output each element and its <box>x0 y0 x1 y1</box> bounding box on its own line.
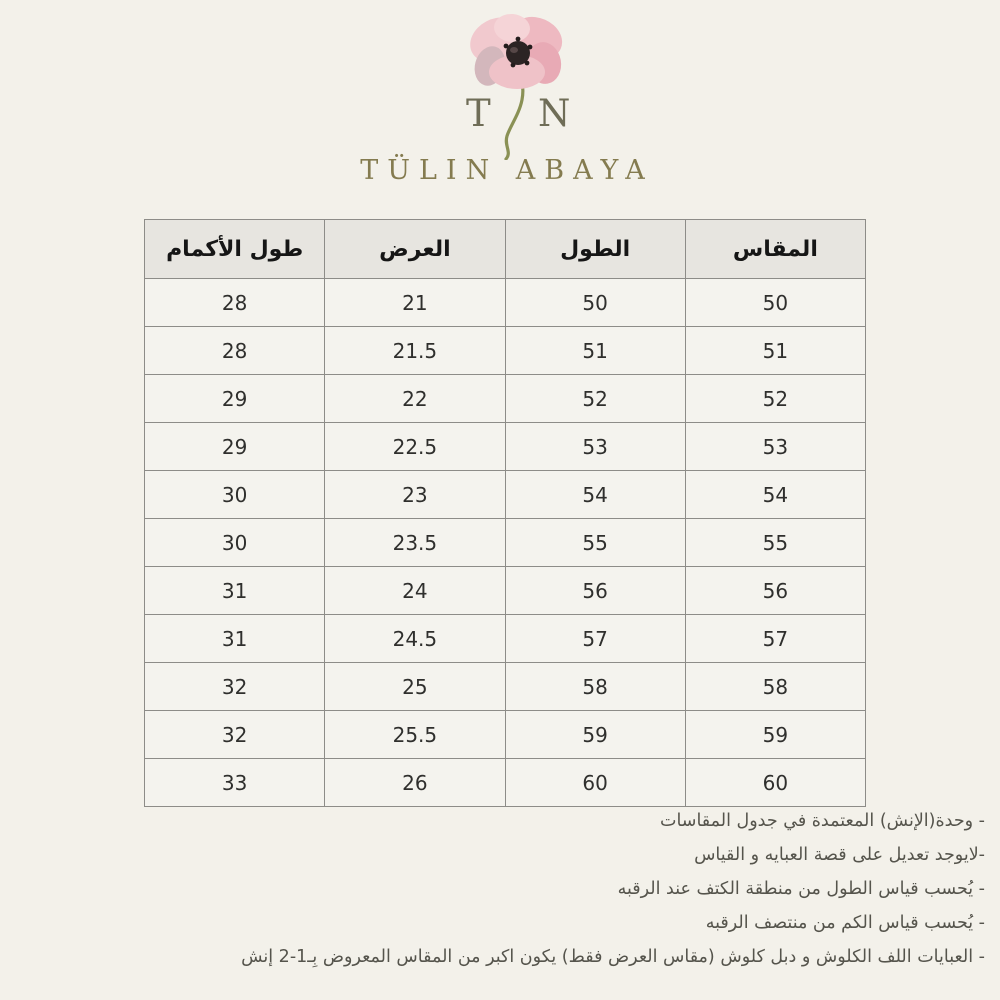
table-row <box>145 471 866 519</box>
table-row <box>145 711 866 759</box>
size-table <box>144 219 866 807</box>
table-row <box>145 279 866 327</box>
cell-sleeve: 32 <box>145 663 325 711</box>
cell-sleeve: 30 <box>145 471 325 519</box>
cell-width: 23 <box>325 471 505 519</box>
cell-size: 59 <box>685 711 865 759</box>
cell-length: 60 <box>505 759 685 807</box>
cell-size: 51 <box>685 327 865 375</box>
brand-logo <box>0 0 1000 210</box>
note-line: -لايوجد تعديل على قصة العبايه و القياس <box>694 845 985 865</box>
cell-width: 22.5 <box>325 423 505 471</box>
poppy-flower-icon <box>452 8 582 160</box>
cell-size: 53 <box>685 423 865 471</box>
cell-sleeve: 28 <box>145 327 325 375</box>
size-table-header <box>145 220 866 279</box>
cell-width: 23.5 <box>325 519 505 567</box>
cell-sleeve: 31 <box>145 567 325 615</box>
note-line: - يُحسب قياس الطول من منطقة الكتف عند الرقبه <box>617 879 985 899</box>
table-row <box>145 567 866 615</box>
cell-size: 54 <box>685 471 865 519</box>
note-line: - وحدة(الإنش) المعتمدة في جدول المقاسات <box>659 811 985 831</box>
cell-width: 24 <box>325 567 505 615</box>
note-line: - يُحسب قياس الكم من منتصف الرقبه <box>705 913 985 933</box>
cell-length: 53 <box>505 423 685 471</box>
cell-size: 58 <box>685 663 865 711</box>
cell-size: 55 <box>685 519 865 567</box>
cell-width: 21 <box>325 279 505 327</box>
cell-width: 22 <box>325 375 505 423</box>
cell-length: 51 <box>505 327 685 375</box>
cell-size: 52 <box>685 375 865 423</box>
brand-name: TÜLIN ABAYA <box>360 155 654 186</box>
measurement-notes <box>241 804 985 974</box>
cell-length: 50 <box>505 279 685 327</box>
column-header-sleeve: طول الأكمام <box>145 220 325 279</box>
table-row <box>145 759 866 807</box>
cell-sleeve: 29 <box>145 423 325 471</box>
cell-width: 24.5 <box>325 615 505 663</box>
cell-size: 60 <box>685 759 865 807</box>
cell-width: 25 <box>325 663 505 711</box>
cell-length: 55 <box>505 519 685 567</box>
cell-width: 26 <box>325 759 505 807</box>
table-row <box>145 423 866 471</box>
cell-sleeve: 32 <box>145 711 325 759</box>
column-header-length: الطول <box>505 220 685 279</box>
cell-length: 59 <box>505 711 685 759</box>
cell-length: 54 <box>505 471 685 519</box>
cell-sleeve: 29 <box>145 375 325 423</box>
monogram-letter-t: T <box>466 92 491 135</box>
table-row <box>145 519 866 567</box>
cell-sleeve: 30 <box>145 519 325 567</box>
note-line: - العبايات اللف الكلوش و دبل كلوش (مقاس العرض فقط) يكون اكبر من المقاس المعروض بِـ1-2 إنش <box>241 947 985 967</box>
cell-sleeve: 31 <box>145 615 325 663</box>
cell-length: 52 <box>505 375 685 423</box>
cell-length: 58 <box>505 663 685 711</box>
cell-length: 56 <box>505 567 685 615</box>
table-row <box>145 327 866 375</box>
table-row <box>145 615 866 663</box>
column-header-size: المقاس <box>685 220 865 279</box>
cell-size: 57 <box>685 615 865 663</box>
cell-width: 21.5 <box>325 327 505 375</box>
column-header-width: العرض <box>325 220 505 279</box>
table-row <box>145 663 866 711</box>
cell-width: 25.5 <box>325 711 505 759</box>
cell-size: 50 <box>685 279 865 327</box>
table-row <box>145 375 866 423</box>
cell-size: 56 <box>685 567 865 615</box>
cell-sleeve: 33 <box>145 759 325 807</box>
cell-length: 57 <box>505 615 685 663</box>
cell-sleeve: 28 <box>145 279 325 327</box>
monogram-letter-n: N <box>538 92 571 135</box>
